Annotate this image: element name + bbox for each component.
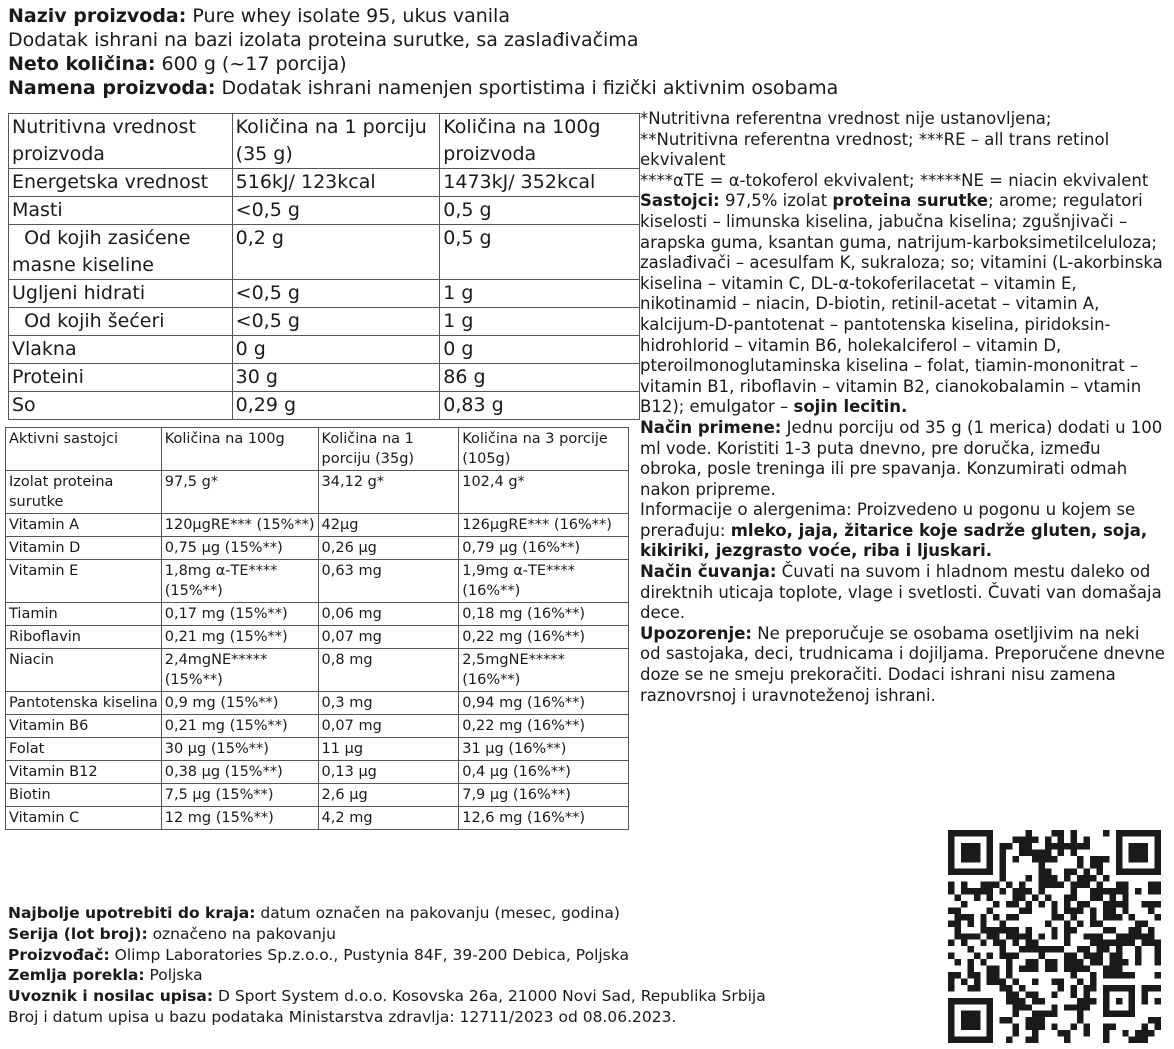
active-header-cell: Količina na 3 porcije (105g)	[459, 428, 629, 471]
active-cell: Vitamin B12	[6, 761, 162, 784]
active-row	[6, 537, 629, 560]
active-row	[6, 560, 629, 603]
active-cell: 7,5 µg (15%**)	[161, 784, 318, 807]
nutrition-cell: Od kojih šećeri	[9, 308, 233, 336]
footnote-2: **Nutritivna referentna vrednost; ***RE – all trans retinol ekvivalent	[640, 129, 1110, 170]
nutrition-cell: <0,5 g	[232, 280, 440, 308]
nutrition-header-cell: Količina na 100g proizvoda	[440, 114, 640, 169]
nutrition-cell: 516kJ/ 123kcal	[232, 169, 440, 197]
nutrition-cell: 0,83 g	[440, 392, 640, 420]
nutrition-cell: Ugljeni hidrati	[9, 280, 233, 308]
footnote-1: *Nutritivna referentna vrednost nije ustanovljena;	[640, 109, 1052, 128]
active-header-cell: Količina na 1 porciju (35g)	[318, 428, 459, 471]
product-header	[8, 4, 1168, 100]
active-cell: 0,75 µg (15%**)	[161, 537, 318, 560]
active-cell: Vitamin B6	[6, 715, 162, 738]
active-row	[6, 715, 629, 738]
active-cell: Vitamin D	[6, 537, 162, 560]
nutrition-cell: 0,29 g	[232, 392, 440, 420]
nutrition-cell: 0,5 g	[440, 225, 640, 280]
active-header-cell: Aktivni sastojci	[6, 428, 162, 471]
label-notes	[640, 109, 1165, 706]
active-cell: 97,5 g*	[161, 471, 318, 514]
active-row	[6, 692, 629, 715]
ingredients-paragraph: Sastojci: 97,5% izolat proteina surutke; arome; regulatori kiselosti – limunska kiselina, jabučna kiselina; zgušnjivači – arapska guma, ksantan guma, natrijum-karboksimetilceluloza; zaslađivači – acesulfam K, sukraloza; so; vitamini (L-akorbinska kiselina – vitamin C, DL-α-tokoferilacetat – vitamin E, nikotinamid – niacin, D-biotin, retinil-acetat – vitamin A, kalcijum-D-pantotenat – pantotenska kiselina, piridoksin-hidrohlorid – vitamin B6, holekalciferol – vitamin D, pteroilmonoglutaminska kiselina – folat, tiamin-mononitrat – vitamin B1, riboflavin – vitamin B2, cianokobalamin – vtamin B12); emulgator – sojin lecitin.	[640, 191, 1163, 417]
nutrition-cell: <0,5 g	[232, 308, 440, 336]
active-cell: 11 µg	[318, 738, 459, 761]
nutrition-cell: 0 g	[232, 336, 440, 364]
active-cell: Tiamin	[6, 603, 162, 626]
active-cell: 0,79 µg (16%**)	[459, 537, 629, 560]
best-before-line: Najbolje upotrebiti do kraja: datum označen na pakovanju (mesec, godina)	[8, 904, 620, 922]
active-cell: 0,18 mg (16%**)	[459, 603, 629, 626]
active-row	[6, 514, 629, 537]
active-cell: 4,2 mg	[318, 807, 459, 830]
active-cell: 2,5mgNE***** (16%**)	[459, 649, 629, 692]
active-cell: 0,06 mg	[318, 603, 459, 626]
active-cell: 30 µg (15%**)	[161, 738, 318, 761]
active-row	[6, 603, 629, 626]
nutrition-cell: 86 g	[440, 364, 640, 392]
active-cell: Niacin	[6, 649, 162, 692]
active-cell: Riboflavin	[6, 626, 162, 649]
nutrition-cell: 1 g	[440, 308, 640, 336]
nutrition-cell: 0,2 g	[232, 225, 440, 280]
active-cell: 102,4 g*	[459, 471, 629, 514]
nutrition-row	[9, 308, 640, 336]
active-cell: Izolat proteina surutke	[6, 471, 162, 514]
active-cell: 1,9mg α-TE**** (16%**)	[459, 560, 629, 603]
active-cell: 1,8mg α-TE**** (15%**)	[161, 560, 318, 603]
purpose-line: Namena proizvoda: Dodatak ishrani namenjen sportistima i fizički aktivnim osobama	[8, 77, 839, 99]
product-name-line: Naziv proizvoda: Pure whey isolate 95, ukus vanila	[8, 5, 510, 27]
active-cell: 0,13 µg	[318, 761, 459, 784]
active-cell: 42µg	[318, 514, 459, 537]
importer-line: Uvoznik i nosilac upisa: D Sport System d.o.o. Kosovska 26a, 21000 Novi Sad, Republika Srbija	[8, 987, 766, 1006]
allergen-paragraph: Informacije o alergenima: Proizvedeno u pogonu u kojem se prerađuju: mleko, jaja, žitarice koje sadrže gluten, soja, kikiriki, jezgrasto voće, riba i ljuskari.	[640, 500, 1148, 561]
footnote-3: ****αTE = α-tokoferol ekvivalent; *****NE = niacin ekvivalent	[640, 170, 1149, 190]
label-footer	[8, 903, 928, 1028]
active-cell: 0,22 mg (16%**)	[459, 626, 629, 649]
active-cell: 0,38 µg (15%**)	[161, 761, 318, 784]
active-cell: 120µgRE*** (15%**)	[161, 514, 318, 537]
product-description: Dodatak ishrani na bazi izolata proteina surutke, sa zaslađivačima	[8, 29, 639, 51]
producer-line: Proizvođač: Olimp Laboratories Sp.z.o.o., Pustynia 84F, 39-200 Debica, Poljska	[8, 945, 629, 964]
nutrition-row	[9, 364, 640, 392]
nutrition-row	[9, 225, 640, 280]
active-cell: Pantotenska kiselina	[6, 692, 162, 715]
active-cell: 12,6 mg (16%**)	[459, 807, 629, 830]
nutrition-row	[9, 280, 640, 308]
active-cell: 0,3 mg	[318, 692, 459, 715]
nutrition-header-cell: Nutritivna vrednost proizvoda	[9, 114, 233, 169]
nutrition-row	[9, 336, 640, 364]
nutrition-cell: Masti	[9, 197, 233, 225]
active-cell: 0,22 mg (16%**)	[459, 715, 629, 738]
active-cell: 0,07 mg	[318, 626, 459, 649]
nutrition-cell: 1 g	[440, 280, 640, 308]
nutrition-cell: 1473kJ/ 352kcal	[440, 169, 640, 197]
nutrition-cell: Od kojih zasićene masne kiseline	[9, 225, 233, 280]
active-cell: Vitamin E	[6, 560, 162, 603]
nutrition-row	[9, 169, 640, 197]
nutrition-cell: Vlakna	[9, 336, 233, 364]
lot-line: Serija (lot broj): označeno na pakovanju	[8, 924, 336, 943]
active-header-cell: Količina na 100g	[161, 428, 318, 471]
active-cell: 0,63 mg	[318, 560, 459, 603]
storage-paragraph: Način čuvanja: Čuvati na suvom i hladnom mestu daleko od direktnih uticaja toplote, vlage i svetlosti. Čuvati van domašaja dece.	[640, 562, 1162, 623]
active-row	[6, 649, 629, 692]
active-cell: 0,17 mg (15%**)	[161, 603, 318, 626]
active-cell: 0,94 mg (16%**)	[459, 692, 629, 715]
nutrition-header-row	[9, 114, 640, 169]
warning-paragraph: Upozorenje: Ne preporučuje se osobama osetljivim na neki od sastojaka, deci, trudnicama i dojiljama. Preporučene dnevne doze se ne smeju prekoračiti. Dodaci ishrani nisu zamena raznovrsnoj i uravnoteženoj ishrani.	[640, 623, 1165, 705]
active-cell: 0,26 µg	[318, 537, 459, 560]
active-row	[6, 807, 629, 830]
active-cell: 2,6 µg	[318, 784, 459, 807]
active-cell: Vitamin C	[6, 807, 162, 830]
active-cell: 0,21 mg (15%**)	[161, 715, 318, 738]
nutrition-cell: So	[9, 392, 233, 420]
nutrition-cell: 0,5 g	[440, 197, 640, 225]
nutrition-cell: 0 g	[440, 336, 640, 364]
active-header-row	[6, 428, 629, 471]
qr-code-icon	[948, 830, 1161, 1043]
active-row	[6, 784, 629, 807]
origin-line: Zemlja porekla: Poljska	[8, 966, 203, 985]
active-cell: 0,9 mg (15%**)	[161, 692, 318, 715]
active-cell: Folat	[6, 738, 162, 761]
active-cell: 2,4mgNE***** (15%**)	[161, 649, 318, 692]
active-row	[6, 471, 629, 514]
active-cell: Biotin	[6, 784, 162, 807]
nutrition-row	[9, 392, 640, 420]
registry-line: Broj i datum upisa u bazu podataka Ministarstva zdravlja: 12711/2023 od 08.06.2023.	[8, 1007, 677, 1026]
active-row	[6, 738, 629, 761]
active-cell: 31 µg (16%**)	[459, 738, 629, 761]
active-cell: 7,9 µg (16%**)	[459, 784, 629, 807]
nutrition-row	[9, 197, 640, 225]
nutrition-table	[8, 113, 640, 420]
active-cell: 0,21 mg (15%**)	[161, 626, 318, 649]
nutrition-cell: 30 g	[232, 364, 440, 392]
active-cell: 0,4 µg (16%**)	[459, 761, 629, 784]
nutrition-header-cell: Količina na 1 porciju (35 g)	[232, 114, 440, 169]
nutrition-cell: Proteini	[9, 364, 233, 392]
active-row	[6, 626, 629, 649]
nutrition-cell: Energetska vrednost	[9, 169, 233, 197]
active-cell: Vitamin A	[6, 514, 162, 537]
active-cell: 34,12 g*	[318, 471, 459, 514]
active-cell: 0,07 mg	[318, 715, 459, 738]
usage-paragraph: Način primene: Jednu porciju od 35 g (1 merica) dodati u 100 ml vode. Koristiti 1-3 puta dnevno, pre doručka, između obroka, posle treninga ili pre spavanja. Konzumirati odmah nakon pripreme.	[640, 417, 1163, 499]
active-cell: 12 mg (15%**)	[161, 807, 318, 830]
active-cell: 126µgRE*** (16%**)	[459, 514, 629, 537]
active-row	[6, 761, 629, 784]
active-ingredients-table	[5, 427, 629, 830]
active-cell: 0,8 mg	[318, 649, 459, 692]
nutrition-cell: <0,5 g	[232, 197, 440, 225]
net-quantity-line: Neto količina: 600 g (~17 porcija)	[8, 53, 347, 75]
